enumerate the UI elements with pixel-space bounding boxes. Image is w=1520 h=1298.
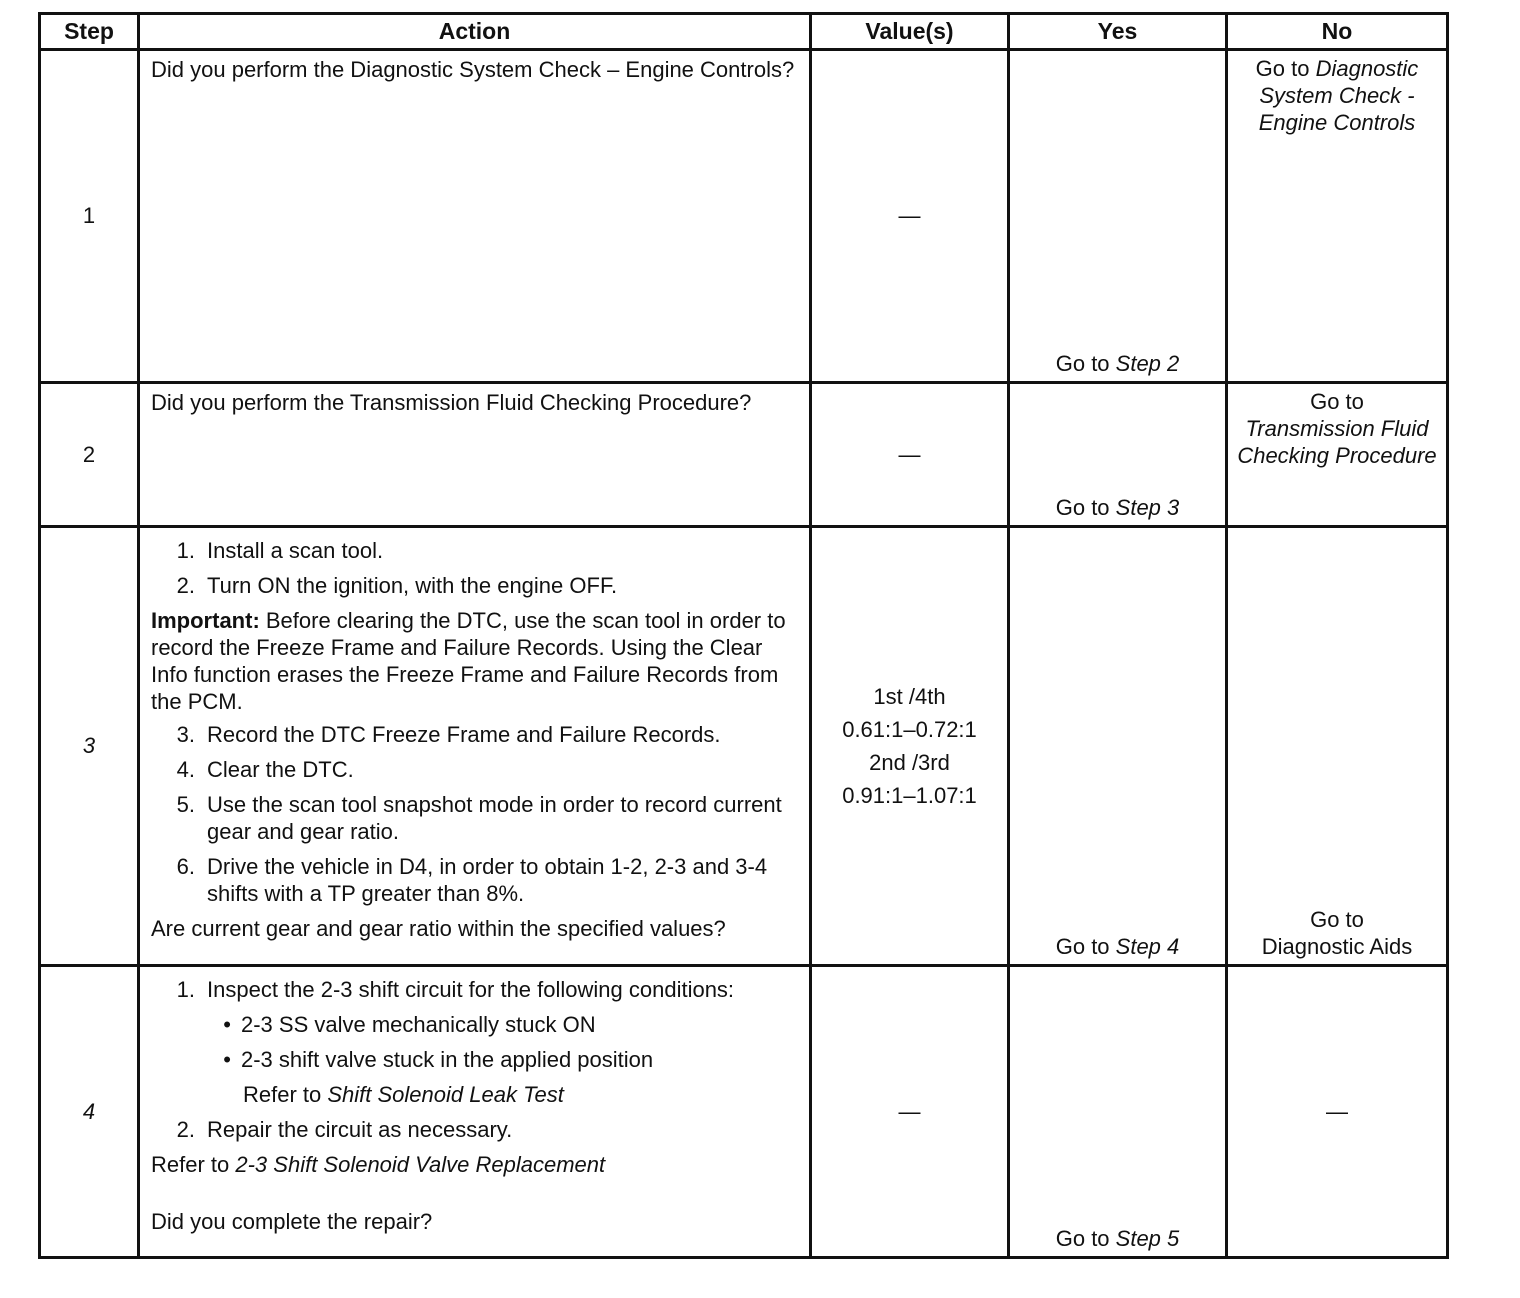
header-row [40,14,1448,50]
no-link[interactable]: Diagnostic Aids [1261,934,1413,959]
no-cell [1227,527,1448,966]
action-cell [139,50,811,383]
yes-link[interactable]: Step 4 [1115,934,1180,959]
action-question: Did you perform the Diagnostic System Check – Engine Controls? [151,57,795,82]
no-prefix: Go to [1310,907,1364,932]
table-row-step-1 [40,50,1448,383]
value-cell: — [811,383,1009,527]
list-item: 2. Repair the circuit as necessary. [176,1117,513,1142]
value-cell: — [811,50,1009,383]
header-no: No [1227,14,1448,50]
action-cell [139,527,811,966]
action-question: Did you perform the Transmission Fluid Checking Procedure? [151,390,752,415]
refer-link[interactable]: Shift Solenoid Leak Test [327,1082,564,1107]
list-item: 4. Clear the DTC. [176,757,354,782]
header-values: Value(s) [811,14,1009,50]
list-item: 2. Turn ON the ignition, with the engine OFF. [176,573,618,598]
action-question: Did you complete the repair? [151,1209,433,1234]
no-cell [1227,50,1448,383]
bullet-item: • 2-3 shift valve stuck in the applied position [223,1047,654,1072]
step-number: 3 [40,527,139,966]
table-row-step-2 [40,383,1448,527]
action-cell [139,383,811,527]
no-cell [1227,383,1448,527]
yes-prefix: Go to [1055,1226,1116,1251]
list-item: 1. Install a scan tool. [176,538,384,563]
important-note: Important: Before clearing the DTC, use the scan tool in order to record the Freeze Frame and Failure Records. Using the Clear Info function erases the Freeze Frame and Failure Records from the PCM. [151,608,786,714]
list-item: 6. Drive the vehicle in D4, in order to obtain 1-2, 2-3 and 3-4 shifts with a TP greater than 8%. [176,854,768,906]
value-line: 0.91:1–1.07:1 [842,783,977,808]
value-cell: — [811,966,1009,1258]
yes-cell [1009,966,1227,1258]
refer-line: Refer to Shift Solenoid Leak Test [243,1082,564,1107]
table-row-step-3 [40,527,1448,966]
step-number: 2 [40,383,139,527]
yes-cell [1009,527,1227,966]
yes-prefix: Go to [1055,495,1116,520]
refer-line: Refer to 2-3 Shift Solenoid Valve Replacement [151,1152,606,1177]
yes-link[interactable]: Step 2 [1115,351,1180,376]
no-link[interactable]: Transmission Fluid Checking Procedure [1237,416,1437,468]
step-number: 4 [40,966,139,1258]
refer-link[interactable]: 2-3 Shift Solenoid Valve Replacement [235,1152,606,1177]
list-item: 5. Use the scan tool snapshot mode in order to record current gear and gear ratio. [176,792,782,844]
yes-prefix: Go to [1055,934,1116,959]
step-number: 1 [40,50,139,383]
value-cell [811,527,1009,966]
yes-cell [1009,383,1227,527]
no-link[interactable]: Diagnostic System Check - Engine Controls [1258,56,1419,135]
value-line: 2nd /3rd [869,750,950,775]
yes-link[interactable]: Step 5 [1115,1226,1180,1251]
no-cell: — [1227,966,1448,1258]
header-yes: Yes [1009,14,1227,50]
action-cell [139,966,811,1258]
table-row-step-4 [40,966,1448,1258]
important-label: Important: [151,608,260,633]
header-step: Step [40,14,139,50]
yes-prefix: Go to [1055,351,1116,376]
no-prefix: Go to [1310,389,1364,414]
header-action: Action [139,14,811,50]
diagnostic-table [38,12,1449,1259]
list-item: 3. Record the DTC Freeze Frame and Failure Records. [176,722,721,747]
action-question: Are current gear and gear ratio within the specified values? [151,916,726,941]
yes-cell [1009,50,1227,383]
yes-link[interactable]: Step 3 [1115,495,1180,520]
bullet-item: • 2-3 SS valve mechanically stuck ON [223,1012,596,1037]
value-line: 0.61:1–0.72:1 [842,717,977,742]
value-line: 1st /4th [873,684,946,709]
list-item: 1. Inspect the 2-3 shift circuit for the following conditions: [176,977,735,1002]
no-prefix: Go to [1255,56,1316,81]
